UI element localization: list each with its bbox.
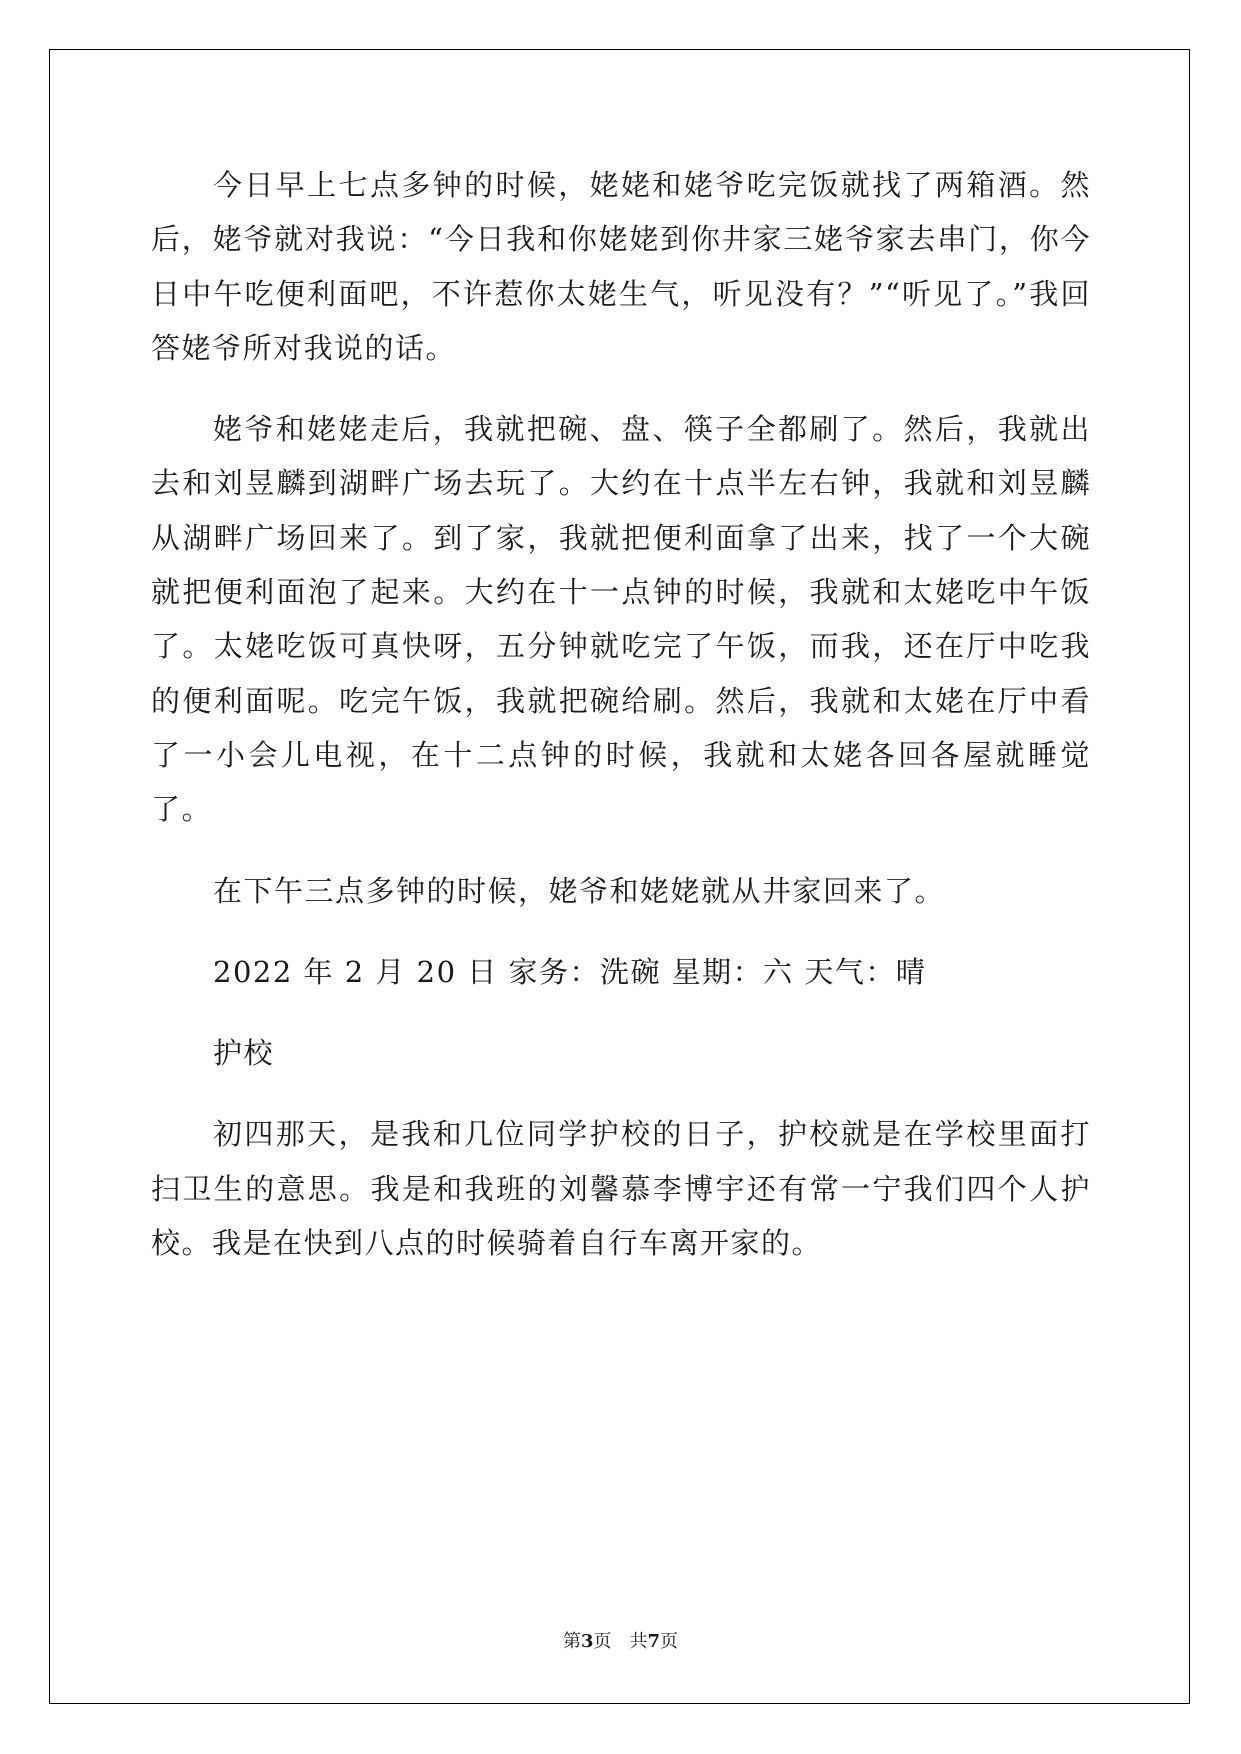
paragraph-school-duty: 初四那天，是我和几位同学护校的日子，护校就是在学校里面打扫卫生的意思。我是和我班的刘馨慕李博宇还有常一宁我们四个人护校。我是在快到八点的时候骑着自行车离开家的。 (151, 1117, 1091, 1261)
paragraph-noon: 姥爷和姥姥走后，我就把碗、盘、筷子全都刷了。然后，我就出去和刘昱麟到湖畔广场去玩了。大约在十点半左右钟，我就和刘昱麟从湖畔广场回来了。到了家，我就把便利面拿了出来，找了一个大碗就把便利面泡了起来。大约在十一点钟的时候，我就和太姥吃中午饭了。太姥吃饭可真快呀，五分钟就吃完了午饭，而我，还在厅中吃我的便利面呢。吃完午饭，我就把碗给刷。然后，我就和太姥在厅中看了一小会儿电视，在十二点钟的时候，我就和太姥各回各屋就睡觉了。 (151, 412, 1091, 827)
paragraph-morning: 今日早上七点多钟的时候，姥姥和姥爷吃完饭就找了两箱酒。然后，姥爷就对我说：“今日我和你姥姥到你井家三姥爷家去串门，你今日中午吃便利面吧，不许惹你太姥生气，听见没有？”“听见了。”我回答姥爷所对我说的话。 (151, 168, 1091, 365)
page-footer (0, 1627, 1241, 1653)
total-suffix: 页 (660, 1631, 679, 1652)
diary-title: 护校 (213, 1036, 275, 1071)
page-number: 3 (580, 1631, 594, 1652)
page-prefix: 第 (562, 1631, 581, 1652)
total-prefix: 共 (629, 1631, 648, 1652)
diary-date-line: 2022 年 2 月 20 日 家务：洗碗 星期：六 天气：晴 (213, 954, 927, 989)
page-suffix: 页 (593, 1631, 612, 1652)
total-pages: 7 (647, 1631, 661, 1652)
document-body (151, 158, 1091, 1297)
paragraph-afternoon: 在下午三点多钟的时候，姥爷和姥姥就从井家回来了。 (213, 873, 946, 908)
